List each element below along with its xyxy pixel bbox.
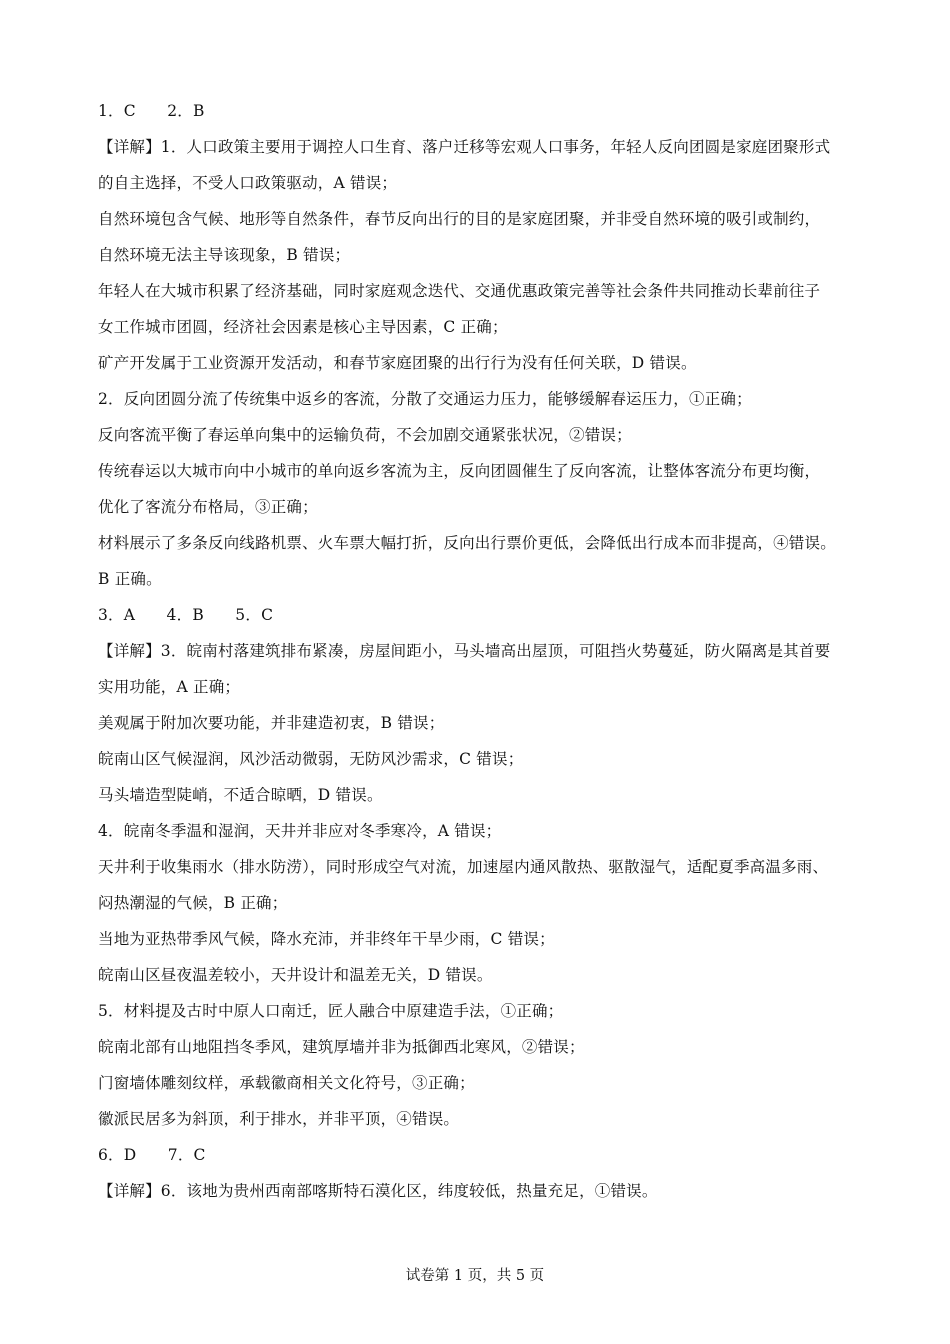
answer-line: 女工作城市团圆，经济社会因素是核心主导因素，C 正确； bbox=[98, 318, 508, 336]
answer-line: 传统春运以大城市向中小城市的单向返乡客流为主，反向团圆催生了反向客流，让整体客流分布更均衡， bbox=[98, 462, 821, 480]
answer-line: 【详解】3．皖南村落建筑排布紧凑，房屋间距小，马头墙高出屋顶，可阻挡火势蔓延，防火隔离是其首要 bbox=[98, 642, 831, 660]
answer-line: 优化了客流分布格局，③正确； bbox=[98, 498, 318, 516]
answer-line: 6．D 7．C bbox=[98, 1146, 206, 1164]
answer-line: 的自主选择，不受人口政策驱动，A 错误； bbox=[98, 174, 398, 192]
page-footer: 试卷第 1 页，共 5 页 bbox=[405, 1268, 545, 1284]
answer-line: 2．反向团圆分流了传统集中返乡的客流，分散了交通运力压力，能够缓解春运压力，①正确； bbox=[98, 390, 752, 408]
answer-line: 皖南山区昼夜温差较小，天井设计和温差无关，D 错误。 bbox=[98, 966, 493, 984]
answer-line: B 正确。 bbox=[98, 570, 162, 588]
answer-text-body bbox=[98, 98, 888, 1214]
answer-line: 4．皖南冬季温和湿润，天井并非应对冬季寒冷，A 错误； bbox=[98, 822, 502, 840]
answer-line: 徽派民居多为斜顶，利于排水，并非平顶，④错误。 bbox=[98, 1110, 460, 1128]
answer-line: 年轻人在大城市积累了经济基础，同时家庭观念迭代、交通优惠政策完善等社会条件共同推动长辈前往子 bbox=[98, 282, 821, 300]
answer-line: 皖南山区气候湿润，风沙活动微弱，无防风沙需求，C 错误； bbox=[98, 750, 524, 768]
answer-line: 皖南北部有山地阻挡冬季风，建筑厚墙并非为抵御西北寒风，②错误； bbox=[98, 1038, 585, 1056]
answer-line: 矿产开发属于工业资源开发活动，和春节家庭团聚的出行行为没有任何关联，D 错误。 bbox=[98, 354, 697, 372]
answer-line: 实用功能，A 正确； bbox=[98, 678, 241, 696]
answer-line: 【详解】1．人口政策主要用于调控人口生育、落户迁移等宏观人口事务，年轻人反向团圆是家庭团聚形式 bbox=[98, 138, 831, 156]
answer-line: 闷热潮湿的气候，B 正确； bbox=[98, 894, 288, 912]
answer-line: 当地为亚热带季风气候，降水充沛，并非终年干旱少雨，C 错误； bbox=[98, 930, 555, 948]
answer-line: 马头墙造型陡峭，不适合晾晒，D 错误。 bbox=[98, 786, 383, 804]
answer-line: 自然环境包含气候、地形等自然条件，春节反向出行的目的是家庭团聚，并非受自然环境的吸引或制约， bbox=[98, 210, 821, 228]
answer-line: 自然环境无法主导该现象，B 错误； bbox=[98, 246, 351, 264]
answer-line: 天井利于收集雨水（排水防涝），同时形成空气对流，加速屋内通风散热、驱散湿气，适配夏季高温多雨、 bbox=[98, 858, 829, 876]
answer-line: 5．材料提及古时中原人口南迁，匠人融合中原建造手法，①正确； bbox=[98, 1002, 564, 1020]
answer-line: 材料展示了多条反向线路机票、火车票大幅打折，反向出行票价更低，会降低出行成本而非提高，④错误。 bbox=[98, 534, 836, 552]
answer-line: 反向客流平衡了春运单向集中的运输负荷，不会加剧交通紧张状况，②错误； bbox=[98, 426, 632, 444]
answer-line: 美观属于附加次要功能，并非建造初衷，B 错误； bbox=[98, 714, 445, 732]
answer-line: 1．C 2．B bbox=[98, 102, 205, 120]
answer-line: 3．A 4．B 5．C bbox=[98, 606, 274, 624]
answer-line: 门窗墙体雕刻纹样，承载徽商相关文化符号，③正确； bbox=[98, 1074, 475, 1092]
answer-line: 【详解】6．该地为贵州西南部喀斯特石漠化区，纬度较低，热量充足，①错误。 bbox=[98, 1182, 658, 1200]
